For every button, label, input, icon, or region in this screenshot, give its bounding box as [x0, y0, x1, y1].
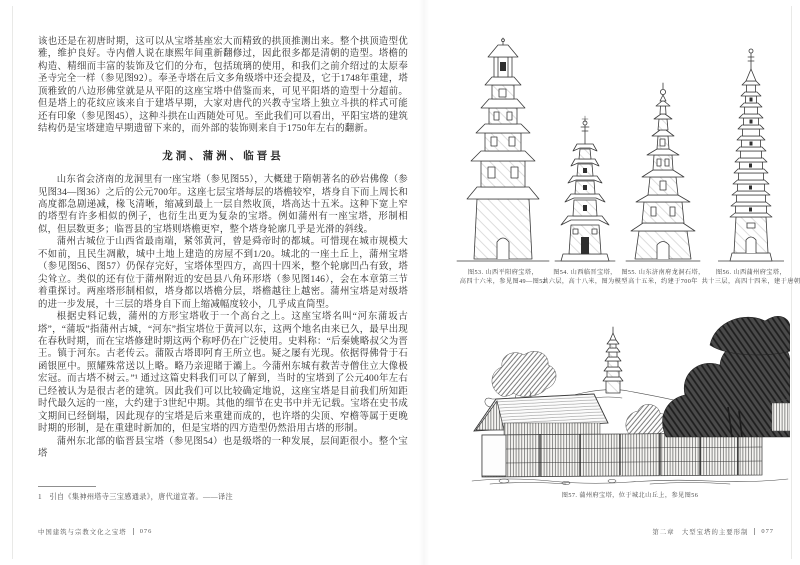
footnote-divider [38, 486, 96, 487]
figure-55 [620, 34, 706, 286]
figure-55-caption-line-2: 高十五米，约建于700年 [628, 277, 698, 285]
figure-57 [470, 303, 790, 500]
figure-53-caption-line-2: 高四十六米，参见图49—图52 [459, 277, 547, 285]
footnote-block [38, 486, 408, 502]
landscape-57-illustration [470, 303, 790, 485]
paragraph-1: 该也还是在初唐时期，这可以从宝塔基座宏大而精致的拱顶推测出来。整个拱顶造型优雅，维护良好。寺内僧人说在康熙年间重新翻修过，因此很多都是清朝的造型。塔檐的构造、精细而丰富的装饰及它们的分布，包括琉璃的使用，和我们之前介绍过的太原奉圣寺完全一样（参见图92）。奉圣寺塔在后文多角级塔中还会提及，它于1748年重建，塔顶雅致的八边形佛堂就是从平阳的这座宝塔中借鉴而来，可见平阳塔的造型十分超前。但是塔上的花纹应该来自于建塔早期，大家对唐代的兴教寺宝塔上独立斗拱的样式可能还有印象（参见图45），这种斗拱在山西随处可见。至此我们可以看出，平阳宝塔的建筑结构仍是宝塔建造早期遗留下来的，而外部的装饰则来自于1750年左右的翻新。 [38, 37, 408, 135]
figure-56-caption [702, 268, 800, 286]
pagoda-53-illustration [455, 37, 551, 263]
left-page-footer [38, 527, 152, 536]
figure-54-art [549, 34, 621, 263]
body-text-block [38, 36, 408, 461]
figure-56-caption-line-2: 共十三层，高四十四米，建于唐朝 [701, 277, 800, 285]
footer-divider-left [133, 528, 134, 535]
figure-53-caption [460, 268, 546, 286]
figure-53-caption-line-1: 图53. 山西平阳府宝塔， [467, 268, 539, 276]
footnote-text: 1 引自《集神州塔寺三宝感通录》，唐代道宣著。——译注 [38, 493, 233, 501]
figure-57-caption: 图57. 蒲州府宝塔，位于城北山丘上，参见图56 [561, 492, 699, 499]
figure-55-caption [621, 268, 704, 286]
figure-56-caption-line-1: 图56. 山西蒲州府宝塔， [715, 268, 787, 276]
paragraph-3: 蒲州古城位于山西省最南端，紧邻黄河，曾是舜帝时的都城。可惜现在城市规模大不如前，且民生凋敝，城中土地上建造的房屋不到1/20。城北的一座土丘上，蒲州宝塔（参见图56、图57）仍保存完好，宝塔体型四方，高四十四米，整个轮廓凹凸有致，塔尖耸立。类似的还有位于蒲州附近的安邑县八角环形塔（参见图146），会在本章第三节着重探讨。两座塔形制相似，塔身都以塔檐分层，塔檐越往上越密。蒲州宝塔是对级塔的进一步发展，十三层的塔身自下而上缩减幅度较小，几乎成直筒型。 [38, 237, 408, 310]
pagoda-54-illustration [549, 113, 621, 263]
page-number-right: 077 [761, 528, 774, 535]
section-heading: 龙洞、蒲洲、临晋县 [162, 150, 284, 162]
figure-54-caption-line-2: 共六层，高十八米，图为模型 [542, 277, 628, 285]
chapter-title: 第二章 大型宝塔的主要形制 [652, 529, 749, 536]
pagoda-55-illustration [624, 71, 702, 263]
figure-56 [701, 34, 800, 286]
figure-54-caption [542, 268, 628, 286]
right-page [420, 0, 800, 565]
pagoda-56-illustration [718, 45, 784, 263]
footer-divider-right [754, 528, 755, 535]
paragraph-5: 蒲州东北部的临晋县宝塔（参见图54）也是级塔的一种发展，层间距很小。整个宝塔 [38, 436, 408, 460]
figure-53-art [455, 34, 551, 263]
figure-54 [542, 34, 628, 286]
paragraph-4: 根据史料记载，蒲州的方形宝塔收于一个高台之上。这座宝塔名叫“河东蒲坂古塔”，“蒲坂”指蒲州古城，“河东”指宝塔位于黄河以东，这两个地名由来已久，最早出现在春秋时期，而在宝塔修建时期这两个称呼仍在广泛使用。史料称：“后秦姚略叔父为晋王。镇于河东。古老传云。蒲阪古塔即阿育王所立也。疑之屡有光现。依据得佛骨于石函银匣中。照耀殊常送以上略。略乃亲迎睹于灞上。今蒲州东城有救苦寺僧住立大像极宏冠。而古塔不树云。”¹ 通过这篇史料我们可以了解到，当时的宝塔到了公元400年左右已经被认为是很古老的建筑。因此我们可以比较确定地说，这座宝塔是目前我们所知距时代最久远的一座，大约建于3世纪中期。其他的细节在史书中并无记载。宝塔在史书成文期间已经倒塌，因此现存的宝塔是后来重建而成的，也许塔的尖顶、窄檐等属于更晚时期的形制，是在重建时新加的，但是宝塔的四方造型仍然沿用古塔的形制。 [38, 312, 408, 435]
figure-56-art [718, 34, 784, 263]
figure-55-caption-line-1: 图55. 山东济南府龙洞石塔， [621, 268, 705, 276]
paragraph-2: 山东省会济南的龙洞里有一座宝塔（参见图55），大概建于隋朝著名的砂岩佛像（参见图34—图36）之后的公元700年。这座七层宝塔每层的塔檐较窄，塔身自下而上周长和高度都急剧递减，椽飞清晰，缩减到最上一层自然收顶，塔高达十五米。这种下宽上窄的塔型有许多相似的例子，也衍生出更为复杂的宝塔。例如蒲州有一座宝塔，形制相似，但层数更多；临晋县的宝塔则塔檐更窄，整个塔身轮廓几乎是光滑的斜线。 [38, 175, 408, 235]
right-page-footer [652, 527, 774, 536]
page-number-left: 076 [139, 528, 153, 535]
figure-55-art [624, 34, 702, 263]
book-title: 中国建筑与宗教文化之宝塔 [38, 529, 127, 536]
figure-54-caption-line-1: 图54. 山西临晋宝塔， [553, 268, 617, 276]
